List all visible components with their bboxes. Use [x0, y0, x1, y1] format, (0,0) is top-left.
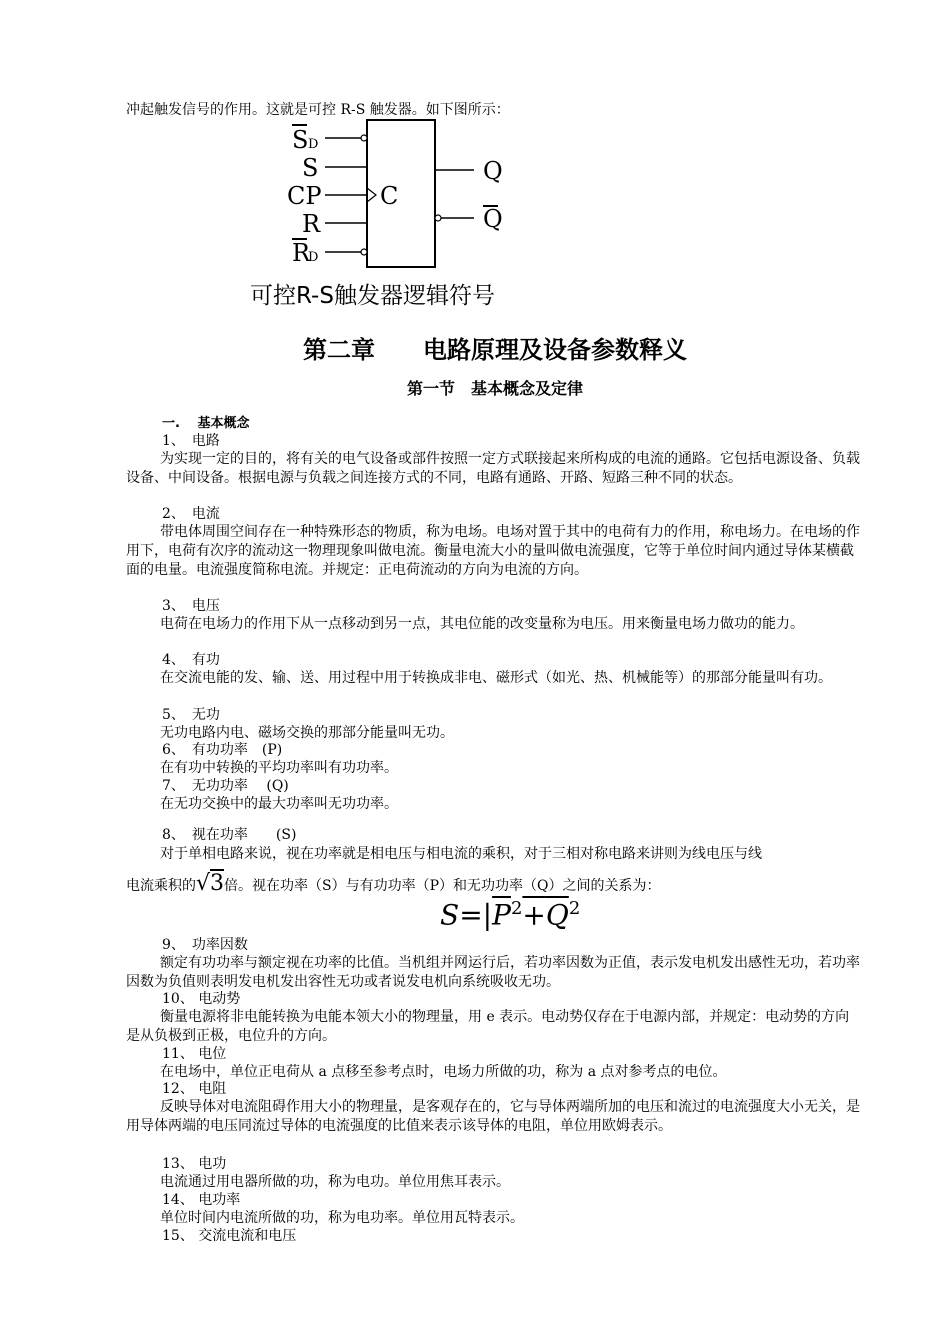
- item-text: 对于单相电路来说，视在功率就是相电压与相电流的乘积，对于三相对称电路来讲则为线电压与线: [160, 846, 762, 862]
- item-text: 电流通过用电器所做的功，称为电功。单位用焦耳表示。: [160, 1174, 510, 1190]
- item-title: 9、 功率因数: [162, 937, 248, 953]
- item-title: 4、 有功: [162, 652, 220, 668]
- sqrt-symbol: √: [196, 871, 211, 896]
- label-cp: CP: [287, 182, 322, 210]
- intro-text: 冲起触发信号的作用。这就是可控 R-S 触发器。如下图所示：: [126, 102, 510, 118]
- item-text: 额定有功功率与额定视在功率的比值。当机组并网运行后，若功率因数为正值，表示发电机发出感性无功，若功率因数为负值则表明发电机发出容性无功或者说发电机向系统吸收无功。: [126, 955, 860, 990]
- formula-eq: =: [459, 898, 483, 932]
- chapter-title: 第二章 电路原理及设备参数释义: [303, 336, 687, 364]
- label-qbar: Q: [483, 205, 503, 233]
- inversion-bubble-qbar: [435, 215, 441, 221]
- formula-p: $\overline{P}$: [492, 898, 511, 932]
- item-text: 在无功交换中的最大功率叫无功功率。: [160, 796, 398, 812]
- label-sd: S: [292, 126, 309, 154]
- section-title: 第一节 基本概念及定律: [406, 379, 583, 398]
- item-title: 11、 电位: [162, 1046, 227, 1062]
- item-text: 反映导体对电流阻碍作用大小的物理量，是客观存在的，它与导体两端所加的电压和流过的电流强度大小无关，是用导体两端的电压同流过导体的电流强度的比值来表示该导体的电阻，单位用欧姆表示。: [126, 1099, 860, 1134]
- item-title: 5、 无功: [162, 707, 220, 723]
- item-title: 7、 无功功率 (Q): [162, 778, 289, 794]
- item-title: 1、 电路: [162, 433, 220, 449]
- clock-triangle: [367, 188, 376, 202]
- item-text: 带电体周围空间存在一种特殊形态的物质，称为电场。电场对置于其中的电荷有力的作用，称电场力。在电场的作用下，电荷有次序的流动这一物理现象叫做电流。衡量电流大小的量叫做电流强度，它等于单位时间内通过导体某横截面的电量。电流强度简称电流。并规定：正电荷流动的方向为电流的方向。: [126, 524, 860, 578]
- item-title: 2、 电流: [162, 506, 220, 522]
- item-title: 10、 电动势: [162, 991, 241, 1007]
- sqrt-value: 3: [210, 871, 225, 896]
- subsection-heading: 一. 基本概念: [162, 416, 250, 431]
- label-c: C: [380, 182, 399, 210]
- inversion-bubble-rd: [361, 249, 367, 255]
- formula-plus: +: [522, 898, 546, 932]
- item-text: 无功电路内电、磁场交换的那部分能量叫无功。: [160, 725, 454, 741]
- label-rd-subscript: D: [308, 250, 319, 265]
- item-text: 衡量电源将非电能转换为电能本领大小的物理量，用 e 表示。电动势仅存在于电源内部，并规定：电动势的方向是从负极到正极，电位升的方向。: [126, 1009, 850, 1044]
- label-sd-subscript: D: [308, 137, 319, 152]
- item-text: 单位时间内电流所做的功，称为电功率。单位用瓦特表示。: [160, 1210, 524, 1226]
- item8-second-line: [126, 873, 661, 897]
- logic-symbol-svg: [240, 115, 570, 315]
- formula-lhs: S: [440, 898, 460, 932]
- label-rd: R: [292, 239, 311, 267]
- label-q: Q: [483, 157, 503, 185]
- item-text: 在交流电能的发、输、送、用过程中用于转换成非电、磁形式（如光、热、机械能等）的那部分能量叫有功。: [160, 670, 832, 686]
- diagram-caption: 可控R-S触发器逻辑符号: [250, 283, 495, 309]
- item-text: 为实现一定的目的，将有关的电气设备或部件按照一定方式联接起来所构成的电流的通路。它包括电源设备、负载设备、中间设备。根据电源与负载之间连接方式的不同，电路有通路、开路、短路三种不同的状态。: [126, 451, 860, 486]
- item-title: 12、 电阻: [162, 1081, 227, 1097]
- item-title: 13、 电功: [162, 1156, 227, 1172]
- formula-q: $\overline{Q}$: [545, 898, 569, 932]
- item-title: 14、 电功率: [162, 1192, 241, 1208]
- item-text: 电荷在电场力的作用下从一点移动到另一点，其电位能的改变量称为电压。用来衡量电场力做功的能力。: [160, 616, 804, 632]
- item-title: 6、 有功功率 (P): [162, 742, 283, 758]
- sqrt-symbol: |: [482, 898, 493, 932]
- item-text: 在电场中，单位正电荷从 a 点移至参考点时，电场力所做的功，称为 a 点对参考点的电位。: [160, 1064, 727, 1080]
- item-title: 8、 视在功率 (S): [162, 827, 297, 843]
- item8-line2-pre: 电流乘积的: [126, 878, 196, 894]
- apparent-power-formula: [440, 893, 580, 931]
- item-title: 15、 交流电流和电压: [162, 1228, 297, 1244]
- formula-exp2: 2: [568, 898, 581, 919]
- item-title: 3、 电压: [162, 598, 220, 614]
- item-text: 在有功中转换的平均功率叫有功功率。: [160, 760, 398, 776]
- inversion-bubble-sd: [361, 135, 367, 141]
- label-s: S: [302, 154, 319, 182]
- item8-line2-post: 倍。视在功率（S）与有功功率（P）和无功功率（Q）之间的关系为：: [224, 878, 661, 894]
- label-r: R: [302, 210, 321, 238]
- flipflop-box: [367, 120, 435, 267]
- formula-exp1: 2: [510, 898, 523, 919]
- rs-flipflop-diagram: [240, 115, 570, 315]
